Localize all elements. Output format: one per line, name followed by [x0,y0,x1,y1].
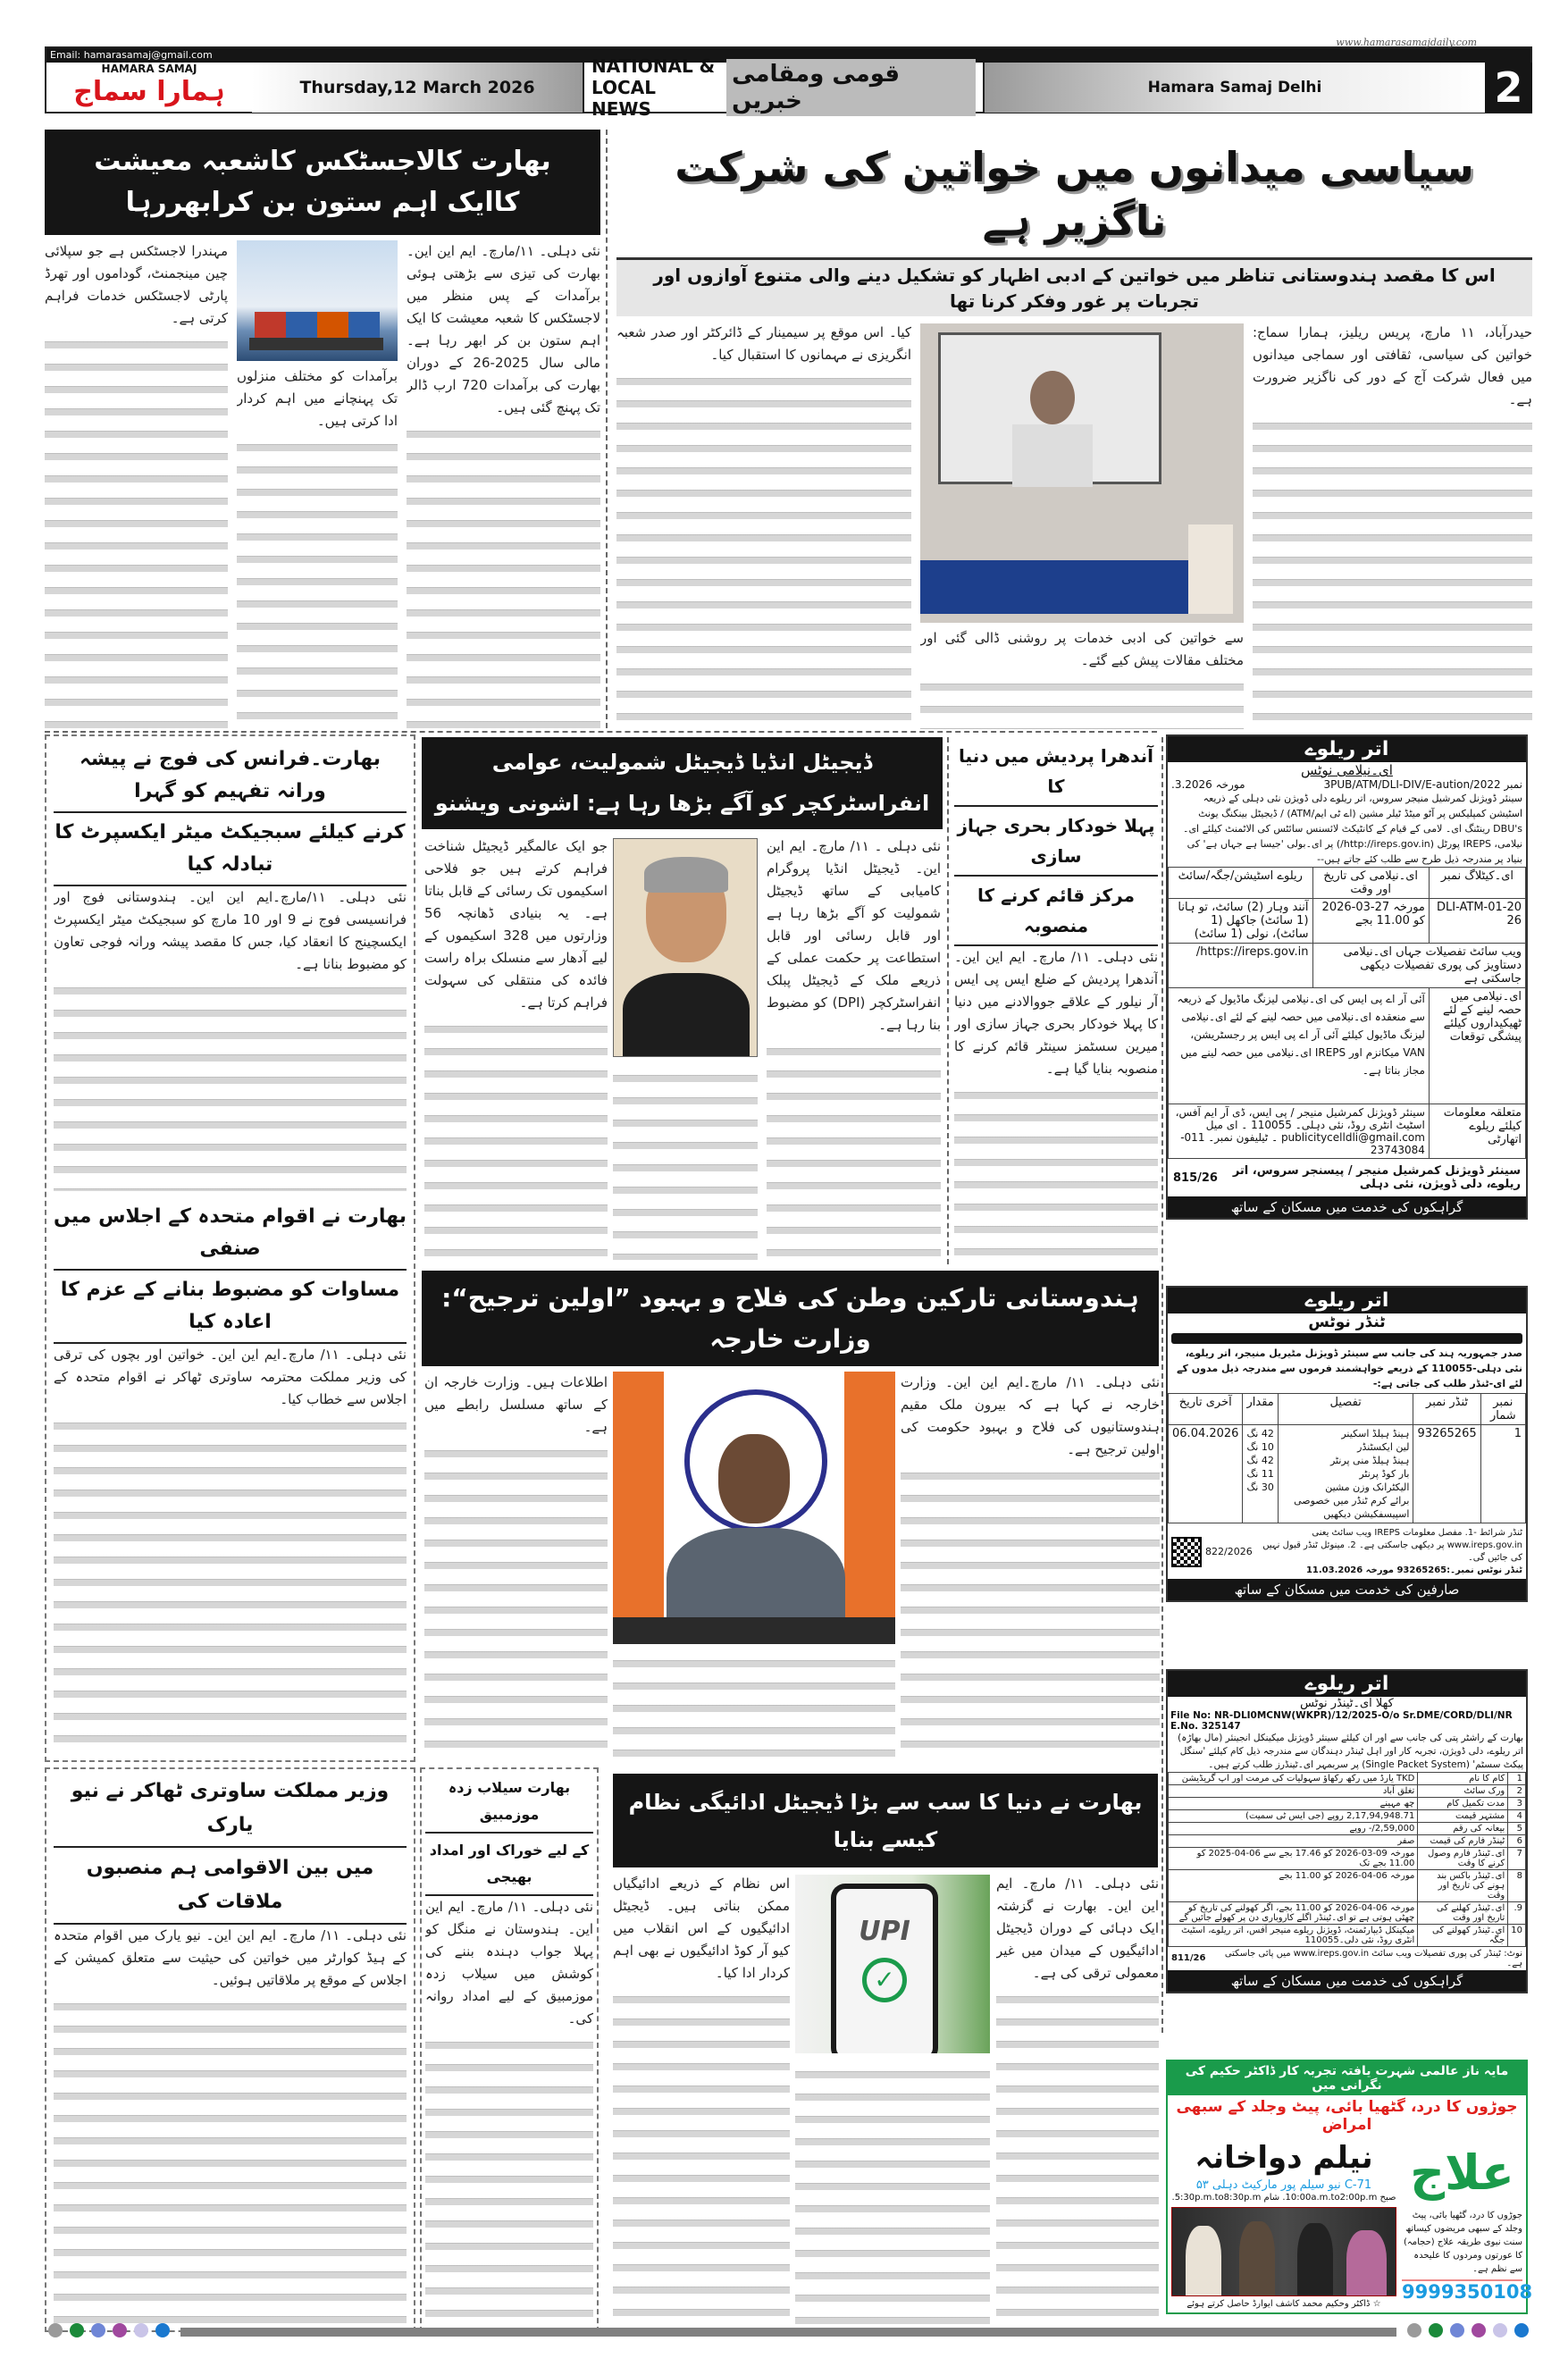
masthead [45,37,1532,120]
ad-ref: نمبر 3PUB/ATM/DLI-DIV/E-aution/2022 [1323,778,1522,791]
clinic-description: جوڑوں کا درد، گٹھیا بائی، پیٹ وجلد کے سبھی مریضوں کیساتھ سنت نبوی طریقہ علاج (حجامہ) کا عورتوں ومردوں کا علیحدہ سے نظم ہے۔ [1404,2210,1522,2274]
table-cell: ای۔ٹینڈر باکس بند ہونے کی تاریخ اور وقت [1418,1869,1508,1901]
decorative-dot [91,2323,105,2337]
table-cell: ای۔نیلامی میں حصہ لینے کے لئے ٹھیکیداروں کیلئے پیشگی توقعات [1429,988,1525,1104]
table-cell: 93265265 [1413,1425,1480,1523]
headline: مساوات کو مضبوط بنانے کے عزم کا اعادہ کیا [54,1271,407,1344]
ad-title: کھلا ای۔ٹینڈر نوٹس [1300,1696,1394,1710]
decorative-dot [1472,2323,1486,2337]
award-photo [1171,2207,1396,2296]
table-cell: آخری تاریخ [1169,1394,1243,1425]
headline: میں بین الاقوامی ہم منصبوں ملاقات کی [54,1848,407,1925]
right-ads-column [1166,734,1533,2314]
decorative-dot [1407,2323,1421,2337]
headline: کے لیے خوراک اور امداد بھیجی [425,1834,593,1896]
table-cell: مشتہر قیمت [1418,1809,1508,1822]
table-cell: مورخہ 09-03-2026 کو 17.46 بجے سے 06-04-2025 کو 11.00 بجے تک [1169,1847,1418,1869]
table-cell: 11 نگ [1246,1468,1274,1481]
subheadline: اس کا مقصد ہندوستانی تناظر میں خواتین کے ادبی اظہار کو تشکیل دینے والی متنوع آوازوں اور تجربات پر غور وفکر کرنا تھا [616,257,1532,316]
story-text: نئی دہلی۔ ۱۱/مارچ۔ ایم این این۔ بھارت کی تیزی سے بڑھتی ہوئی برآمدات کے پس منظر میں لاجسٹکس کا شعبہ معیشت کا ایک اہم ستون بن کر ابھر رہا ہے۔ مالی سال 2025-26 کے دوران بھارت کی برآمدات 720 ارب ڈالر تک پہنچ گئی ہیں۔ [407,243,600,415]
table-cell: 4 [1508,1809,1526,1822]
decorative-dot [113,2323,127,2337]
table-cell: چھ مہینے [1169,1797,1418,1809]
paper-name: Hamara Samaj Delhi [1147,79,1322,97]
table-row [1169,1772,1526,1784]
table-cell: بار کوڈ پرنٹر [1359,1468,1410,1481]
table-cell: ای۔ٹینڈر کھلنے کی تاریخ اور وقت [1418,1901,1508,1924]
decorative-dot [70,2323,84,2337]
table-cell: 10 نگ [1246,1441,1274,1454]
table-cell: ٹنڈر نمبر [1413,1394,1480,1425]
table-cell: 2,17,94,948.71 روپے (جی ایس ٹی سمیت) [1169,1809,1418,1822]
ilaj-logo: علاج [1410,2144,1514,2201]
ad-slogan: گراہکوں کی خدمت میں مسکان کے ساتھ [1168,1970,1526,1992]
ad-neelam-dawakhana [1166,2060,1533,2314]
headline: پہلا خودکار بحری جہاز سازی [954,807,1158,877]
ad-top-banner: مایہ ناز عالمی شہرت یافتہ تجربہ کار ڈاکٹر حکیم کی نگرانی میں [1168,2061,1526,2095]
ad-header: اتر ریلوے [1168,1288,1526,1313]
section-ur: قومی ومقامی خبریں [726,59,976,116]
table-cell: 7 [1508,1847,1526,1869]
headline-line: ڈیجیٹل انڈیا ڈیجیٹل شمولیت، عوامی [491,750,873,775]
clinic-hours: صبح 10:00a.m.to2:00p.m. شام 5:30p.m.to8:30p.m. [1171,2192,1396,2203]
check-icon: ✓ [862,1958,907,2002]
section-en: LOCAL NEWS [591,77,656,120]
page-number: 2 [1494,63,1523,112]
story-text: مہندرا لاجسٹکس ہے جو سپلائی چین مینجمنٹ، گوداموں اور تھرڈ پارٹی لاجسٹکس خدمات فراہم کرتی ہے۔ [45,243,228,326]
upi-logo: UPI [859,1916,910,1947]
story-text: جو ایک عالمگیر ڈیجیٹل شناخت فراہم کرتے ہیں جو فلاحی اسکیموں تک رسائی کے قابل بناتا ہے۔ یہ بنیادی ڈھانچہ 56 وزارتوں میں 328 اسکیموں کے لیے آدھار سے منسلک براہ راست فائدہ کی منتقلی کی سہولت فراہم کرتا ہے۔ [424,838,608,1011]
story-andhra [954,737,1158,1260]
table-cell: مدت تکمیل کام [1418,1797,1508,1809]
ad-slogan: گراہکوں کی خدمت میں مسکان کے ساتھ [1168,1196,1526,1218]
spokesperson-photo [613,1372,895,1644]
decorative-dot [1450,2323,1464,2337]
story-text: نئی دہلی۔ ۱۱/ مارچ۔ ایم این این۔ نیو یارک میں اقوام متحدہ کے ہیڈ کوارٹر میں خواتین کی حیثیت سے متعلق کمیشن کے اجلاس کے موقع پر ملاقاتیں ہوئیں۔ [54,1927,407,1988]
logo [46,63,252,113]
headline-digital-india [422,737,943,829]
headline: مرکز قائم کرنے کا منصوبہ [954,877,1158,946]
story-text: سے خواتین کی ادبی خدمات پر روشنی ڈالی گئی اور مختلف مقالات پیش کیے گئے۔ [920,630,1244,668]
website-text[interactable]: www.hamarasamajdaily.com [1336,37,1477,48]
table-cell: 1 [1480,1425,1525,1523]
ad-code: 811/26 [1171,1953,1206,1964]
story-text: نئی دہلی۔ ۱۱/مارچ۔ایم این این۔ ہندوستانی فوج اور فرانسیسی فوج نے 9 اور 10 مارچ کو سبجیکٹ میٹر ایکسپرٹ ایکسچینج کا انعقاد کیا، جس کا مقصد پیشہ ورانہ فوجی تعاون کو مضبوط بنانا ہے۔ [54,889,407,972]
story-france [54,740,407,1191]
story-text: حیدرآباد، ۱۱ مارچ، پریس ریلیز، ہمارا سماج: خواتین کی سیاسی، ثقافتی اور سماجی میدانوں میں فعال شرکت آج کے دور کی ناگزیر ضرورت ہے۔ [1253,324,1532,407]
story-text: نئی دہلی۔ ۱۱/ مارچ۔ایم این این۔ خواتین اور بچوں کی ترقی کی وزیر مملکت محترمہ ساوتری ٹھاکر نے اقوام متحدہ کے اجلاس سے خطاب کیا۔ [54,1347,407,1407]
ad-e-auction-notice [1166,734,1528,1220]
decorative-dot [134,2323,148,2337]
table-cell: 6 [1508,1834,1526,1847]
table-row [1169,1797,1526,1809]
headline-upi: بھارت نے دنیا کا سب سے بڑا ڈیجیٹل ادائیگی نظام کیسے بنایا [613,1774,1158,1867]
table-cell: 06.04.2026 [1169,1425,1243,1523]
ship-photo [237,240,398,361]
main-headline: سیاسی میدانوں میں خواتین کی شرکت ناگزیر ہے [675,143,1474,245]
ad-title: ای۔نیلامی نوٹس [1301,762,1393,778]
ad-code: 815/26 [1173,1171,1218,1185]
ad-ailments: جوڑوں کا درد، گٹھیا بائی، پیٹ وجلد کے سبھی امراض [1176,2097,1518,2134]
table-cell: 1 [1508,1772,1526,1784]
table-cell: 5 [1508,1822,1526,1834]
table-cell: میکینکل ڈیپارٹمنٹ، ڈویژنل ریلوے منیجر آفس، اتر ریلوے، اسٹیٹ انٹری روڈ، نئی دلی۔110055 [1169,1924,1418,1946]
issue-date: Thursday,12 March 2026 [299,78,535,97]
table-cell: 3 [1508,1797,1526,1809]
ad-file-no: File No: NR-DLI0MCNW(WKPR)/12/2025-O/o Sr.DME/CORD/DLI/NR E.No. 325147 [1170,1709,1513,1732]
table-cell: برائے کرم ٹنڈر میں خصوصی اسپیسفکیشن دیکھیں [1294,1495,1410,1521]
seminar-photo [920,323,1244,623]
table-cell: 2 [1508,1784,1526,1797]
table-cell: تفصیل [1278,1394,1413,1425]
headline: بھارت۔فرانس کی فوج نے پیشہ ورانہ تفہیم کو گہرا [54,740,407,813]
table-cell: نمبر شمار [1480,1394,1525,1425]
table-cell: ای۔نیلامی کی تاریخ اور وقت [1312,868,1429,899]
tender-table [1168,1393,1526,1523]
table-cell: ورک سائٹ [1418,1784,1508,1797]
table-cell: تغلق آباد [1169,1784,1418,1797]
story-text: اس نظام کے ذریعے ادائیگیاں ممکن بناتی ہیں۔ ڈیجیٹل ادائیگیوں کے اس انقلاب میں کیو آر کوڈ ادائیگیوں نے بھی اہم کردار ادا کیا۔ [613,1876,790,1981]
story-text: نئی دہلی۔ ۱۱/ مارچ۔ ایم این این۔ ہندوستان نے منگل کو پہلا جواب دہندہ بننے کی کوشش میں سیلاب زدہ موزمبیق کے لیے امداد روانہ کی۔ [425,1899,593,2027]
open-tender-table [1168,1772,1526,1947]
decorative-dot [48,2323,63,2337]
table-cell: ای۔ٹینڈر فارم وصول کرنے کا وقت [1418,1847,1508,1869]
story-text: برآمدات کو مختلف منزلوں تک پہنچانے میں اہم کردار ادا کرتی ہیں۔ [237,368,398,429]
minister-photo [613,838,758,1057]
table-row [1169,1822,1526,1834]
table-cell: ای۔ٹینڈر کھولنے کی جگہ [1418,1924,1508,1946]
table-row [1169,1809,1526,1822]
ad-tender-notice [1166,1286,1528,1602]
table-cell: لین ایکسٹنڈر [1357,1441,1410,1454]
logo-urdu: ہمارا سماج [73,76,225,107]
table-cell: ٹینڈر فارم کی قیمت [1418,1834,1508,1847]
section-en: NATIONAL & [591,55,716,77]
ad-intro: بھارت کے راشٹر پتی کی جانب سے اور ان کیلئے سینئر ڈویژنل میکینکل انجینئر (مال بھاڑہ) اتر ریلوے، دلی ڈویژن، تجربہ کار اور اہل ٹینڈر دہندگان سے مندرجہ ذیل کام کیلئے 'سنگل پیکٹ سسٹم' (Single Packet System) پر سربمہر ای۔ٹینڈرز طلب کرتے ہیں۔ [1178,1732,1523,1770]
table-cell: 10 [1508,1924,1526,1946]
story-logistics [45,130,600,728]
photo-caption: ☆ ڈاکٹر وحکیم محمد کاشف ایوارڈ حاصل کرتے ہوئے [1186,2298,1381,2309]
table-cell: 9. [1508,1901,1526,1924]
clinic-phone[interactable]: 9999350108 [1402,2280,1533,2303]
story-women [616,132,1532,729]
section-title [583,55,985,120]
headline: آندھرا پردیش میں دنیا کا [954,737,1158,807]
table-cell: مقدار [1243,1394,1278,1425]
headline: کرنے کیلئے سبجیکٹ میٹر ایکسپرٹ کا تبادلہ کیا [54,813,407,886]
table-cell: 42 نگ [1246,1428,1274,1440]
clinic-address: C-71 نیو سیلم پور مارکیٹ دہلی ۵۳ [1195,2178,1372,2192]
ireps-link[interactable]: https://ireps.gov.in/ [1169,944,1313,988]
story-text: اطلاعات ہیں۔ وزارت خارجہ ان کے ساتھ مسلسل رابطے میں ہے۔ [424,1374,608,1435]
headline-line: انفراسٹرکچر کو آگے بڑھا رہا ہے: اشونی ویشنو [434,791,930,816]
table-cell: کام کا نام [1418,1772,1508,1784]
footer-decoration [45,2323,1532,2341]
headline-mea: ہندوستانی تارکین وطن کی فلاح و بہبود ”اولین ترجیح“: وزارت خارجہ [422,1271,1159,1366]
table-row [1169,1847,1526,1869]
headline: بھارت کالاجسٹکس کاشعبہ معیشت کاایک اہم ستون بن کرابھررہا [45,130,600,235]
story-text: کیا۔ اس موقع پر سیمینار کے ڈائرکٹر اور صدر شعبہ انگریزی نے مہمانوں کا استقبال کیا۔ [616,324,911,363]
table-row [1169,1924,1526,1946]
table-cell: ریلوے اسٹیشن/جگہ/سائٹ [1169,868,1313,899]
story-savitri [54,1771,407,2329]
story-flood [425,1771,593,2329]
ad-date: مورخہ 3.2026. [1171,778,1245,791]
story-text: نئی دہلی۔ ۱۱/ مارچ۔ ایم این این۔ بھارت نے گزشتہ ایک دہائی کے دوران ڈیجیٹل ادائیگیوں کے میدان میں غیر معمولی ترقی کی ہے۔ [996,1876,1159,1981]
table-cell: بیعانہ کی رقم [1418,1822,1508,1834]
table-row [1169,1869,1526,1901]
table-cell: سینئر ڈویژنل کمرشیل منیجر / پی ایس، ڈی آر ایم آفس، اسٹیٹ انٹری روڈ، نئی دہلی۔ 110055 ۔ ای میل publicitycelldli@gmail.com ۔ ٹیلیفون نمبر۔ 011-23743084 [1169,1104,1430,1159]
ad-code: 822/2026 [1205,1546,1253,1558]
table-cell: مورخہ 06-04-2026 کو 11.00 بجے [1169,1869,1418,1901]
table-cell: 42 نگ [1246,1455,1274,1467]
table-cell: مورخہ 06-04-2026 کو 11.00 بجے، اگر کھولنے کی تاریخ کو چھٹی ہوتی ہے تو ای۔ٹینڈر اگلے کاروباری دن پر کھولے جائیں گے [1169,1901,1418,1924]
clinic-name: نیلم دواخانہ [1195,2139,1373,2176]
table-cell: DLI-ATM-01-2026 [1429,899,1525,944]
table-cell: ہینڈ ہیلڈ منی پرنٹر [1329,1455,1410,1467]
ad-header: اتر ریلوے [1168,736,1526,762]
ad-title: ٹنڈر نوٹس [1308,1313,1386,1332]
logo-english: HAMARA SAMAJ [101,63,197,75]
table-row [1169,1901,1526,1924]
ad-intro: صدر جمہوریہ ہند کی جانب سے سینئر ڈویژنل مٹیریل منیجر، اتر ریلوے، نئی دہلی-110055 کے ذریعے خواہشمند فرموں سے مندرجہ ذیل مدوں کے لئے ای-ٹنڈر طلب کی جاتی ہے:- [1177,1347,1522,1390]
table-cell: صفر [1169,1834,1418,1847]
ad-signer: سینئر ڈویژنل کمرشیل منیجر / پیسنجر سروس، اتر ریلوے، دلی ڈویژن، نئی دہلی [1232,1164,1521,1191]
decorative-dot [155,2323,170,2337]
headline: بھارت سیلاب زدہ موزمبیق [425,1771,593,1834]
tender-terms: ٹنڈر شرائط -1. مفصل معلومات IREPS ویب سائٹ یعنی www.ireps.gov.in پر دیکھی جاسکتی ہے۔ 2. مینوئل ٹنڈر قبول نہیں کی جائیں گی۔ [1262,1528,1522,1564]
ad-intro: سینئر ڈویژنل کمرشیل منیجر سروس، اتر ریلوے دلی ڈویژن نئی دہلی کے ذریعہ اسٹیشن کمپلیکس پر آٹو میٹڈ ٹیلر مشین (اے ٹی ایم/ATM) / ڈیجیٹل بینکنگ یونٹ DBU's رینٹنگ ای۔ لامی کے قیام کے کانٹیکٹ لائسنس سائٹس کی الاٹمنٹ کیلئے ای۔ نیلامی، IREPS پورٹل (http://ireps.gov.in/) پر ای۔بولی 'جیسا ہے جہاں ہے' کی بنیاد پر مندرجہ ذیل طرح سے طلب کئے جاتے ہیں-- [1183,793,1522,865]
story-text: نئی دہلی۔ ۱۱/ مارچ۔ایم این این۔ وزارت خارجہ نے کہا ہے کہ بیرون ملک مقیم ہندوستانیوں کی فلاح و بہبود حکومت کی اولین ترجیح ہے۔ [901,1374,1160,1457]
email-text: Email: hamarasamaj@gmail.com [50,49,213,61]
table-cell: 2,59,000/- روپے [1169,1822,1418,1834]
table-cell: آنند وہار (2) سائٹ، تو ہانا (1 سائٹ) جاکھل (1 سائٹ)، نولی (1 سائٹ) [1169,899,1313,944]
table-cell: مورخہ 27-03-2026 کو 11.00 بجے [1312,899,1429,944]
ad-open-tender-notice [1166,1669,1528,1993]
table-cell: متعلقہ معلومات کیلئے ریلوے اتھارٹی [1429,1104,1525,1159]
ad-header: اتر ریلوے [1168,1671,1526,1697]
headline: وزیر مملکت ساوتری ٹھاکر نے نیو یارک [54,1771,407,1848]
table-cell: آئی آر اے پی ایس کی ای۔نیلامی لیزنگ ماڈیول کے ذریعہ سے منعقدہ ای۔نیلامی میں حصہ لینے کے لئے ای۔نیلامی لیزنگ ماڈیول کیلئے آئی آر اے پی ایس پر رجسٹریشن، VAN میکانزم اور IREPS ای۔نیلامی میں حصہ لینے میں مجاز بناتا ہے۔ [1169,988,1430,1104]
qr-code-icon [1171,1537,1202,1567]
headline: بھارت نے اقوام متحدہ کے اجلاس میں صنفی [54,1197,407,1271]
table-cell: 8 [1508,1869,1526,1901]
table-row [1169,1784,1526,1797]
table-row [1169,1834,1526,1847]
ad-note: نوٹ: ٹینڈر کی پوری تفصیلات ویب سائٹ www.ireps.gov.in میں پائی جاسکتی ہے۔ [1224,1948,1522,1968]
story-text: نئی دہلی۔ ۱۱/ مارچ۔ ایم این این۔ آندھرا پردیش کے ضلع ایس پی ایس آر نیلور کے علاقے جووالادنے میں دنیا کا پہلا خودکار بحری جہاز سازی اور میرین سسٹمز سینٹر قائم کرنے کا منصوبہ بنایا گیا ہے۔ [954,949,1158,1077]
table-cell: ای۔کیٹلاگ نمبر [1429,868,1525,899]
decorative-dot [1429,2323,1443,2337]
table-cell: ہینڈ ہیلڈ اسکینر [1341,1428,1410,1440]
decorative-dot [1493,2323,1507,2337]
footer-bar [180,2328,1396,2337]
table-cell: ویب سائٹ تفصیلات جہاں ای۔نیلامی دستاویز کی پوری تفصیلات دیکھی جاسکتی ہے [1312,944,1525,988]
ad-slogan: صارفین کی خدمت میں مسکان کے ساتھ [1168,1579,1526,1600]
table-cell: الیکٹرانک وزن مشین [1325,1481,1410,1494]
table-cell: 30 نگ [1246,1481,1274,1494]
upi-phone-photo [795,1875,990,2053]
auction-table [1168,867,1526,1159]
decorative-dot [1514,2323,1529,2337]
story-un [54,1197,407,1756]
tender-notice-no: ٹنڈر نوٹس نمبر۔:93265265 مورخہ 11.03.2026 [1305,1565,1522,1576]
table-cell: TKD یارڈ میں رکھ رکھاؤ سہولیات کی مرمت اور اپ گریڈیشن [1169,1772,1418,1784]
story-text: نئی دہلی ۔ ۱۱/ مارچ۔ ایم این این۔ ڈیجیٹل انڈیا پروگرام کامیابی کے ساتھ ڈیجیٹل شمولیت کو آگے بڑھا رہا ہے اور قابل رسائی اور قابل استطاعت پر حکمت عملی کے ذریعے ملک کے ڈیجیٹل پبلک انفراسٹرکچر (DPI) کو مضبوط بنا رہا ہے۔ [767,838,941,1033]
